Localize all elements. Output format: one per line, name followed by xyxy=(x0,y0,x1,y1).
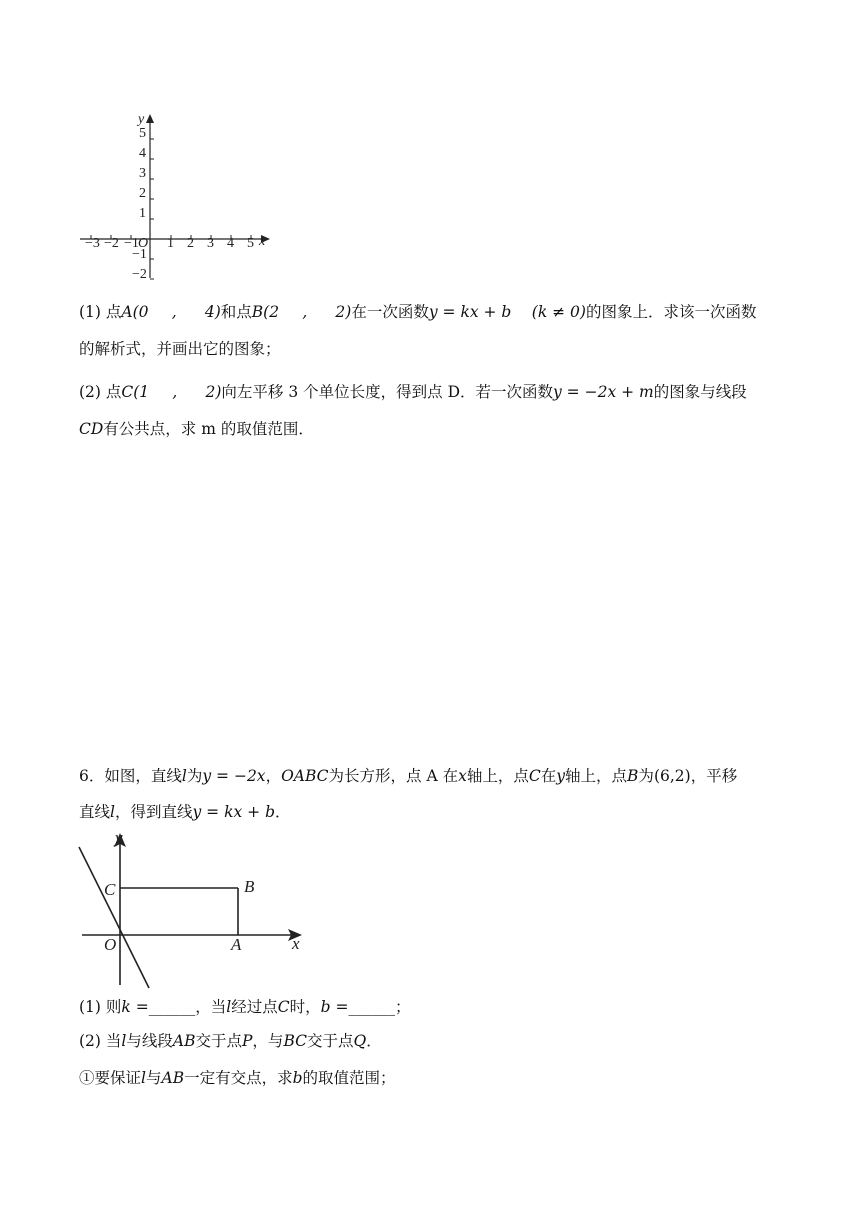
text-span: 交于点 xyxy=(306,1032,354,1050)
text-span: 的图象与线段 xyxy=(653,383,747,401)
text-span: 轴上，点 xyxy=(466,767,529,785)
answer-blank: ______ xyxy=(148,998,196,1016)
text-span: ， xyxy=(265,767,282,785)
math-var: b xyxy=(292,1069,303,1087)
math-var: b = xyxy=(320,998,349,1016)
point-b-coords: B(2 , 2) xyxy=(251,303,352,321)
text-span: 经过点 xyxy=(231,998,278,1016)
question-part2-line1 xyxy=(79,381,747,403)
x-tick-label: 3 xyxy=(207,236,214,251)
origin-label: O xyxy=(138,236,149,251)
math-var: AB xyxy=(161,1069,185,1087)
math-var: Q xyxy=(353,1032,367,1050)
point-c-label: C xyxy=(104,880,116,899)
math-var: l xyxy=(110,803,115,821)
math-var: l xyxy=(181,767,187,785)
text-span: 交于点 xyxy=(195,1032,242,1050)
math-var: B xyxy=(627,767,639,785)
line-l xyxy=(79,847,149,988)
text-span: ，平移 xyxy=(690,767,738,785)
x-tick-label: 2 xyxy=(187,236,194,251)
text-span: 一定有交点，求 xyxy=(184,1069,293,1087)
text-span: ； xyxy=(394,998,411,1016)
x-tick-label: 5 xyxy=(247,236,254,251)
y-tick-label: 5 xyxy=(139,126,146,141)
y-tick-label: 3 xyxy=(139,166,146,181)
question-6-line1 xyxy=(79,765,737,787)
text-span: 时， xyxy=(289,998,321,1016)
question-6-line2 xyxy=(79,801,291,823)
y-axis-label: y xyxy=(115,828,123,847)
math-var: P xyxy=(241,1032,253,1050)
math-var: x xyxy=(458,767,467,785)
text-span: 与 xyxy=(145,1069,162,1087)
x-tick-label: −1 xyxy=(124,236,139,251)
math-var: l xyxy=(141,1069,146,1087)
point-a-label: A xyxy=(231,935,242,954)
question-6-sub3 xyxy=(79,1067,396,1089)
math-var: l xyxy=(121,1032,127,1050)
function-formula: y = −2x + m xyxy=(553,383,654,401)
x-axis-label: x xyxy=(292,934,300,953)
math-var: C xyxy=(528,767,541,785)
text-span: (2) 点 xyxy=(79,383,122,401)
math-var: k = xyxy=(121,998,149,1016)
function-formula: y = kx + b (k ≠ 0) xyxy=(428,303,586,321)
text-span: 有公共点，求 m 的取值范围． xyxy=(103,420,314,438)
text-span: ，得到直线 xyxy=(114,803,193,821)
text-span: 轴上，点 xyxy=(565,767,628,785)
y-axis-arrow-icon xyxy=(146,114,154,123)
y-tick-label: 2 xyxy=(139,186,146,201)
text-span: 在 xyxy=(540,767,557,785)
segment-cd: CD xyxy=(79,420,104,438)
y-tick-label: 4 xyxy=(139,146,146,161)
text-span: 与线段 xyxy=(126,1032,173,1050)
question-part1-line1 xyxy=(79,301,757,323)
y-tick-label: −1 xyxy=(132,247,147,262)
math-var: AB xyxy=(172,1032,196,1050)
x-tick-label: 1 xyxy=(167,236,174,251)
answer-blank: ______ xyxy=(348,998,395,1016)
question-part2-line2 xyxy=(79,418,314,440)
y-tick-label: −2 xyxy=(132,267,147,282)
text-span: (1) 则 xyxy=(79,998,122,1016)
coordinate-axes-graph xyxy=(70,108,280,288)
point-a-coords: A(0 , 4) xyxy=(121,303,221,321)
text-span: (2) 当 xyxy=(79,1032,122,1050)
y-tick-label: 1 xyxy=(139,206,146,221)
text-span: ，与 xyxy=(252,1032,284,1050)
text-span: ，当 xyxy=(195,998,227,1016)
text-span: 在一次函数 xyxy=(351,303,429,321)
math-var: l xyxy=(226,998,232,1016)
text-span: 的图象上．求该一次函数 xyxy=(585,303,757,321)
text-span: 的取值范围； xyxy=(302,1069,396,1087)
y-axis-label: y xyxy=(138,112,145,127)
text-span: ①要保证 xyxy=(79,1069,142,1087)
function-formula: y = −2x xyxy=(202,767,266,785)
text-span: 和点 xyxy=(220,303,252,321)
math-var: OABC xyxy=(281,767,329,785)
question-part1-line2: 的解析式，并画出它的图象； xyxy=(79,340,281,358)
text-span: ． xyxy=(366,1032,382,1050)
text-span: 向左平移 3 个单位长度，得到点 D．若一次函数 xyxy=(221,383,553,401)
math-var: C xyxy=(277,998,290,1016)
text-span: ． xyxy=(275,803,291,821)
point-b-label: B xyxy=(244,877,255,896)
text-span: 为 xyxy=(186,767,203,785)
question-6-sub1 xyxy=(79,996,410,1018)
math-var: y xyxy=(556,767,566,785)
function-formula: y = kx + b xyxy=(192,803,275,821)
x-tick-label: −2 xyxy=(104,236,119,251)
x-axis-label: x xyxy=(259,234,266,249)
text-span: 为 xyxy=(638,767,654,785)
text-span: (1) 点 xyxy=(79,303,122,321)
point-b-coords: (6,2) xyxy=(653,767,691,785)
text-span: 为长方形，点 A 在 xyxy=(328,767,459,785)
point-c-coords: C(1 , 2) xyxy=(121,383,222,401)
question-6-sub2 xyxy=(79,1030,382,1052)
rectangle-figure xyxy=(70,825,320,990)
math-var: BC xyxy=(283,1032,307,1050)
x-tick-label: −3 xyxy=(85,236,100,251)
text-span: 6．如图，直线 xyxy=(79,767,182,785)
text-span: 直线 xyxy=(79,803,111,821)
origin-label: O xyxy=(104,935,117,954)
x-tick-label: 4 xyxy=(227,236,234,251)
